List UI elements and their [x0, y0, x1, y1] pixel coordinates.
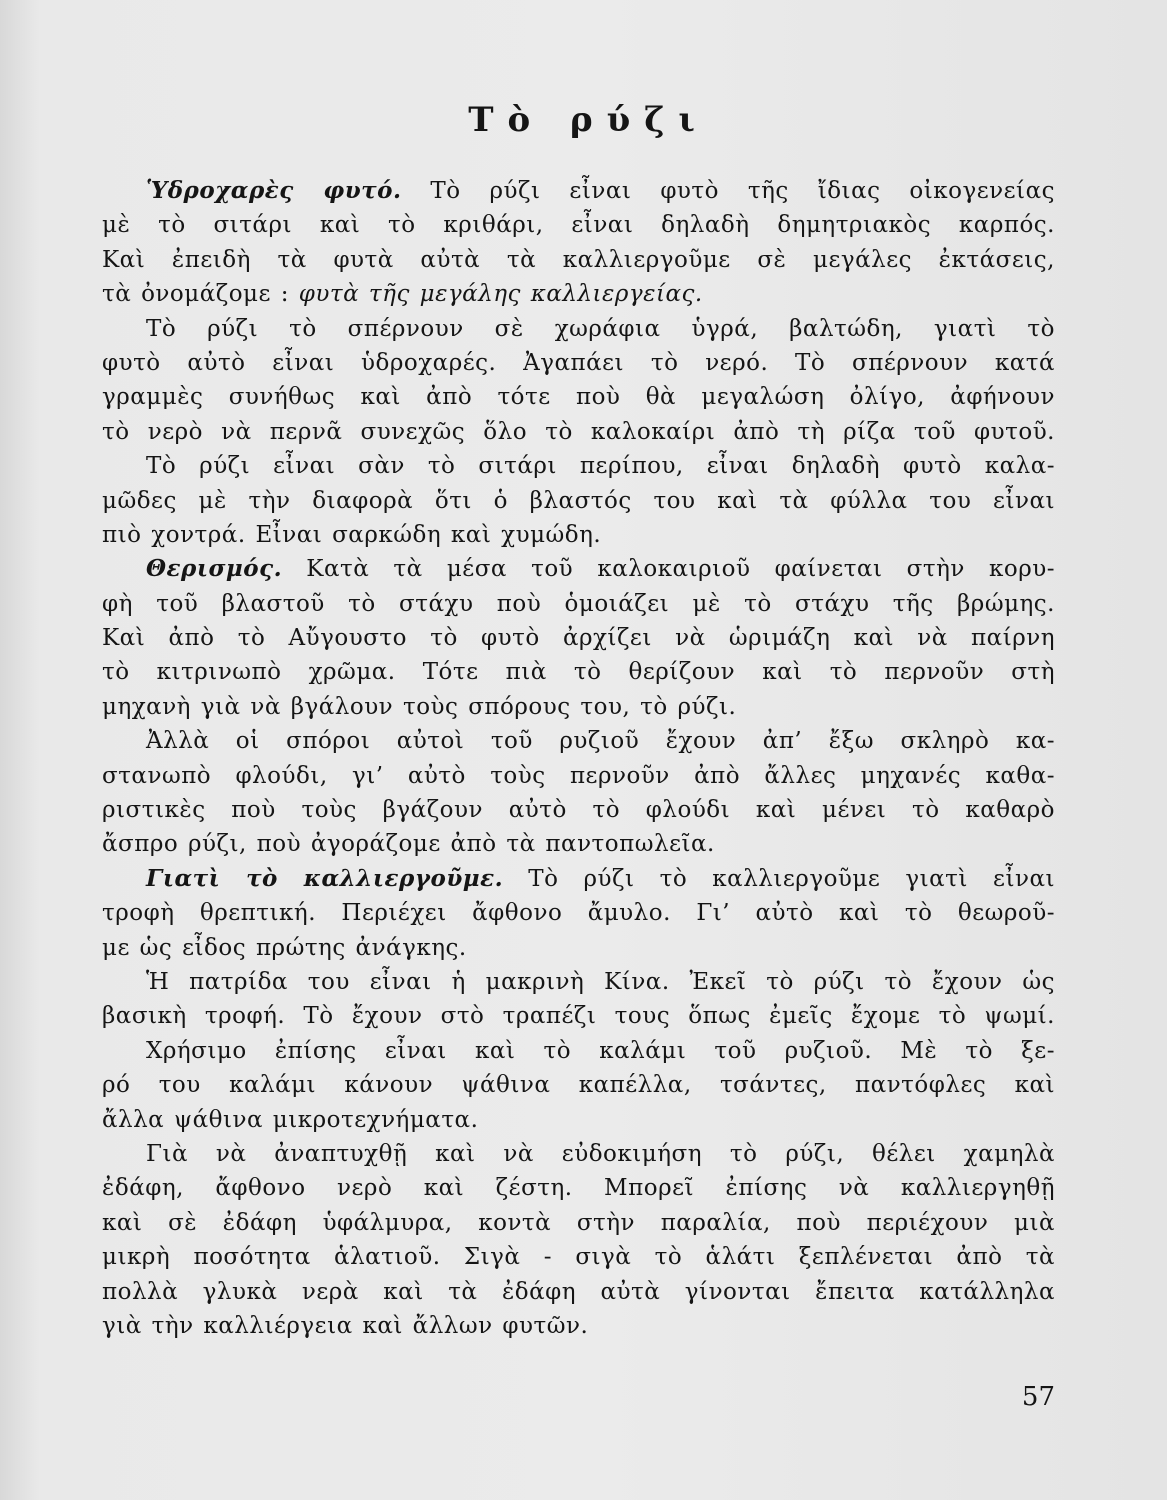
- section-heading: Ὑδροχαρὲς φυτό.: [146, 177, 402, 204]
- text-line: [102, 1103, 1055, 1137]
- line-text: ἄσπρο ρύζι, ποὺ ἀγοράζομε ἀπὸ τὰ παντοπωλεῖα.: [102, 831, 715, 858]
- text-line: [102, 552, 1055, 586]
- section-heading: Γιατὶ τὸ καλλιεργοῦμε.: [146, 864, 504, 892]
- line-text: ριστικὲς ποὺ τοὺς βγάζουν αὐτὸ τὸ φλούδι καὶ μένει τὸ καθαρὸ: [102, 797, 1055, 824]
- text-line: [102, 346, 1055, 380]
- italic-term: φυτὰ τῆς μεγάλης καλλιεργείας.: [298, 281, 703, 308]
- text-line: [102, 518, 1055, 552]
- line-text: Κατὰ τὰ μέσα τοῦ καλοκαιριοῦ φαίνεται στὴν κορυ-: [282, 556, 1055, 583]
- text-line: [102, 174, 1055, 208]
- line-text: καὶ σὲ ἐδάφη ὑφάλμυρα, κοντὰ στὴν παραλία, ποὺ περιέχουν μιὰ: [102, 1209, 1055, 1236]
- line-text: φυτὸ αὐτὸ εἶναι ὑδροχαρές. Ἀγαπάει τὸ νερό. Τὸ σπέρνουν κατά: [102, 349, 1055, 376]
- text-line: [102, 655, 1055, 689]
- text-line: [102, 380, 1055, 414]
- text-line: [102, 277, 1055, 311]
- text-line: [102, 1206, 1055, 1240]
- text-line: [102, 449, 1055, 483]
- text-line: [102, 827, 1055, 861]
- text-line: [102, 415, 1055, 449]
- text-line: [102, 759, 1055, 793]
- line-text: στανωπὸ φλούδι, γι’ αὐτὸ τοὺς περνοῦν ἀπὸ ἄλλες μηχανές καθα-: [102, 762, 1055, 789]
- line-text: βασικὴ τροφή. Τὸ ἔχουν στὸ τραπέζι τους ὅπως ἐμεῖς ἔχομε τὸ ψωμί.: [102, 1003, 1055, 1030]
- text-line: [102, 965, 1055, 999]
- line-text: ἐδάφη, ἄφθονο νερὸ καὶ ζέστη. Μπορεῖ ἐπίσης νὰ καλλιεργηθῇ: [102, 1175, 1055, 1202]
- line-text: μὲ τὸ σιτάρι καὶ τὸ κριθάρι, εἶναι δηλαδὴ δημητριακὸς καρπός.: [102, 212, 1055, 239]
- line-text: μῶδες μὲ τὴν διαφορὰ ὅτι ὁ βλαστός του καὶ τὰ φύλλα του εἶναι: [102, 487, 1055, 514]
- line-text: με ὡς εἶδος πρώτης ἀνάγκης.: [102, 934, 467, 961]
- line-text: Τὸ ρύζι εἶναι σὰν τὸ σιτάρι περίπου, εἶναι δηλαδὴ φυτὸ καλα-: [146, 453, 1055, 480]
- line-text: ρό του καλάμι κάνουν ψάθινα καπέλλα, τσάντες, παντόφλες καὶ: [102, 1072, 1055, 1099]
- section-heading: Θερισμός.: [146, 555, 283, 583]
- body-text: [102, 174, 1055, 1343]
- text-line: [102, 793, 1055, 827]
- page-title: Τὸ ρύζι: [468, 100, 709, 140]
- text-line: [102, 484, 1055, 518]
- line-text: Χρήσιμο ἐπίσης εἶναι καὶ τὸ καλάμι τοῦ ρυζιοῦ. Μὲ τὸ ξε-: [146, 1037, 1055, 1064]
- text-line: [102, 1068, 1055, 1102]
- text-line: [102, 243, 1055, 277]
- text-line: [102, 1275, 1055, 1309]
- line-text: ἄλλα ψάθινα μικροτεχνήματα.: [102, 1106, 479, 1133]
- text-line: [102, 621, 1055, 655]
- line-text: Τὸ ρύζι τὸ σπέρνουν σὲ χωράφια ὑγρά, βαλτώδη, γιατὶ τὸ: [146, 315, 1055, 342]
- line-text: τὸ κιτρινωπὸ χρῶμα. Τότε πιὰ τὸ θερίζουν καὶ τὸ περνοῦν στὴ: [102, 659, 1055, 686]
- line-text: τὰ ὀνομάζομε :: [102, 281, 299, 308]
- text-line: [102, 690, 1055, 724]
- text-line: [102, 1034, 1055, 1068]
- line-text: Γιὰ νὰ ἀναπτυχθῇ καὶ νὰ εὐδοκιμήση τὸ ρύζι, θέλει χαμηλὰ: [146, 1140, 1055, 1167]
- line-text: γραμμὲς συνήθως καὶ ἀπὸ τότε ποὺ θὰ μεγαλώση ὀλίγο, ἀφήνουν: [102, 384, 1055, 411]
- line-text: φὴ τοῦ βλαστοῦ τὸ στάχυ ποὺ ὁμοιάζει μὲ τὸ στάχυ τῆς βρώμης.: [102, 590, 1055, 617]
- text-line: [102, 1240, 1055, 1274]
- text-line: [102, 862, 1055, 896]
- line-text: γιὰ τὴν καλλιέργεια καὶ ἄλλων φυτῶν.: [102, 1312, 589, 1339]
- text-line: [102, 208, 1055, 242]
- page-number: 57: [1021, 1382, 1055, 1412]
- text-line: [102, 1309, 1055, 1343]
- line-text: πολλὰ γλυκὰ νερὰ καὶ τὰ ἐδάφη αὐτὰ γίνονται ἔπειτα κατάλληλα: [102, 1278, 1055, 1305]
- text-line: [102, 931, 1055, 965]
- line-text: τροφὴ θρεπτική. Περιέχει ἄφθονο ἄμυλο. Γι’ αὐτὸ καὶ τὸ θεωροῦ-: [102, 900, 1055, 927]
- line-text: Τὸ ρύζι τὸ καλλιεργοῦμε γιατὶ εἶναι: [503, 865, 1055, 892]
- text-line: [102, 587, 1055, 621]
- line-text: πιὸ χοντρά. Εἶναι σαρκώδη καὶ χυμώδη.: [102, 521, 602, 548]
- line-text: μηχανὴ γιὰ νὰ βγάλουν τοὺς σπόρους του, τὸ ρύζι.: [102, 693, 737, 720]
- text-line: [102, 896, 1055, 930]
- line-text: Ἀλλὰ οἱ σπόροι αὐτοὶ τοῦ ρυζιοῦ ἔχουν ἀπ’ ἔξω σκληρὸ κα-: [146, 728, 1055, 755]
- line-text: τὸ νερὸ νὰ περνᾶ συνεχῶς ὅλο τὸ καλοκαίρι ἀπὸ τὴ ρίζα τοῦ φυτοῦ.: [102, 418, 1055, 445]
- text-line: [102, 312, 1055, 346]
- line-text: Τὸ ρύζι εἶναι φυτὸ τῆς ἴδιας οἰκογενείας: [401, 178, 1055, 204]
- line-text: μικρὴ ποσότητα ἁλατιοῦ. Σιγὰ - σιγὰ τὸ ἁλάτι ξεπλένεται ἀπὸ τὰ: [102, 1244, 1055, 1271]
- text-line: [102, 1171, 1055, 1205]
- text-line: [102, 1137, 1055, 1171]
- line-text: Ἡ πατρίδα του εἶναι ἡ μακρινὴ Κίνα. Ἐκεῖ τὸ ρύζι τὸ ἔχουν ὡς: [146, 968, 1055, 995]
- text-line: [102, 999, 1055, 1033]
- line-text: Καὶ ἐπειδὴ τὰ φυτὰ αὐτὰ τὰ καλλιεργοῦμε σὲ μεγάλες ἐκτάσεις,: [102, 246, 1055, 273]
- text-line: [102, 724, 1055, 758]
- line-text: Καὶ ἀπὸ τὸ Αὔγουστο τὸ φυτὸ ἀρχίζει νὰ ὡριμάζη καὶ νὰ παίρνη: [102, 625, 1055, 652]
